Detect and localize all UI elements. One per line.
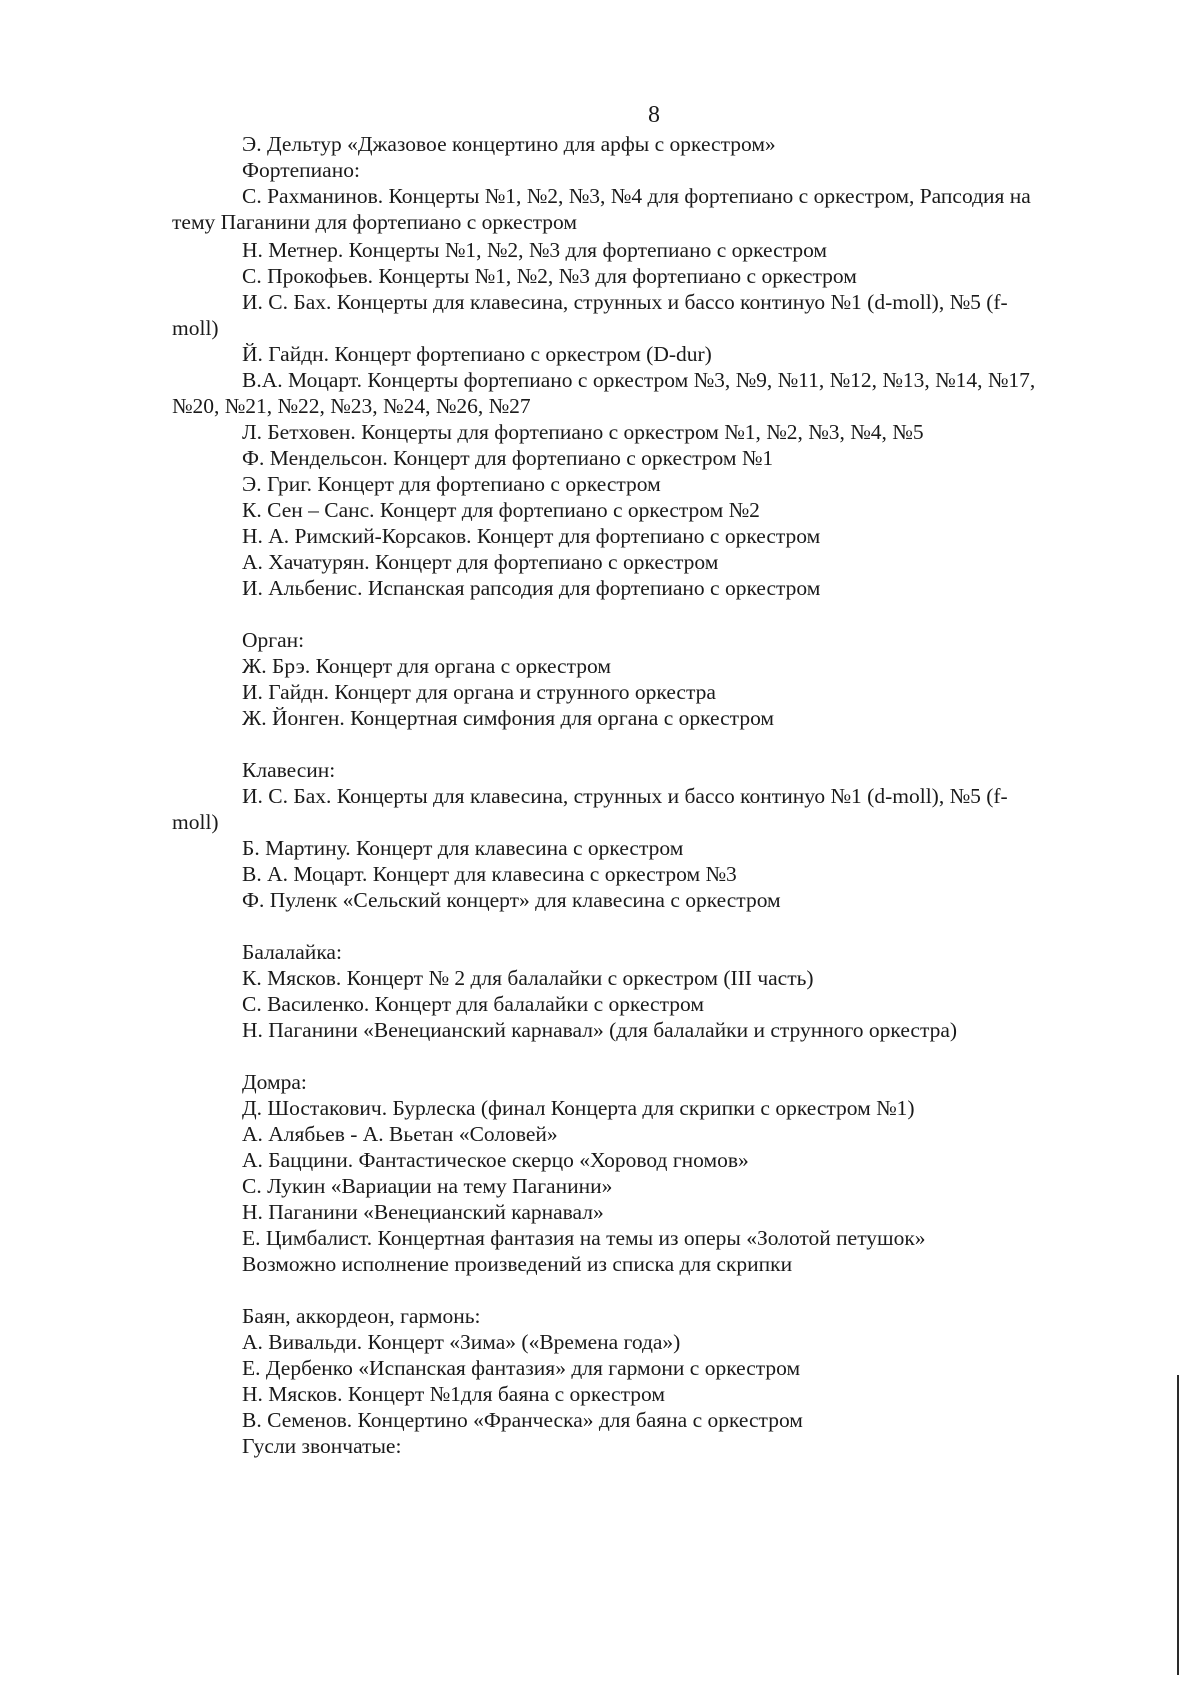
section-heading-piano: Фортепиано: (242, 158, 360, 182)
text-line: А. Алябьев - А. Вьетан «Соловей» (242, 1122, 558, 1146)
text-line: С. Лукин «Вариации на тему Паганини» (242, 1174, 613, 1198)
scan-edge-line (1177, 1375, 1179, 1675)
text-line: И. Гайдн. Концерт для органа и струнного оркестра (242, 680, 716, 704)
text-line: тему Паганини для фортепиано с оркестром (172, 210, 578, 234)
section-heading-gusli: Гусли звончатые: (242, 1434, 402, 1458)
text-line: Е. Цимбалист. Концертная фантазия на темы из оперы «Золотой петушок» (242, 1226, 926, 1250)
text-line: Е. Дербенко «Испанская фантазия» для гармони с оркестром (242, 1356, 801, 1380)
section-heading-organ: Орган: (242, 628, 305, 652)
text-line: Б. Мартину. Концерт для клавесина с оркестром (242, 836, 684, 860)
text-line: В. Семенов. Концертино «Франческа» для баяна с оркестром (242, 1408, 803, 1432)
text-line: И. С. Бах. Концерты для клавесина, струнных и бассо континуо №1 (d-moll), №5 (f- (242, 290, 1008, 314)
text-line: №20, №21, №22, №23, №24, №26, №27 (172, 394, 531, 418)
text-line: Н. Паганини «Венецианский карнавал» (для балалайки и струнного оркестра) (242, 1018, 958, 1042)
text-line: В. А. Моцарт. Концерт для клавесина с оркестром №3 (242, 862, 737, 886)
text-line: Возможно исполнение произведений из списка для скрипки (242, 1252, 793, 1276)
text-line: А. Хачатурян. Концерт для фортепиано с оркестром (242, 550, 719, 574)
text-line: Ф. Пуленк «Сельский концерт» для клавесина с оркестром (242, 888, 781, 912)
text-line: Ж. Йонген. Концертная симфония для органа с оркестром (242, 706, 775, 730)
text-line: А. Вивальди. Концерт «Зима» («Времена года») (242, 1330, 681, 1354)
section-heading-bayan: Баян, аккордеон, гармонь: (242, 1304, 481, 1328)
text-line: Н. Мясков. Концерт №1для баяна с оркестром (242, 1382, 665, 1406)
text-line: moll) (172, 810, 219, 834)
text-line: Д. Шостакович. Бурлеска (финал Концерта для скрипки с оркестром №1) (242, 1096, 915, 1120)
text-line: С. Прокофьев. Концерты №1, №2, №3 для фортепиано с оркестром (242, 264, 857, 288)
text-line: С. Рахманинов. Концерты №1, №2, №3, №4 для фортепиано с оркестром, Рапсодия на (242, 184, 1031, 208)
text-line: Э. Дельтур «Джазовое концертино для арфы с оркестром» (242, 132, 776, 156)
text-line: И. Альбенис. Испанская рапсодия для фортепиано с оркестром (242, 576, 821, 600)
text-line: Н. Паганини «Венецианский карнавал» (242, 1200, 604, 1224)
text-line: К. Сен – Санс. Концерт для фортепиано с оркестром №2 (242, 498, 760, 522)
text-line: В.А. Моцарт. Концерты фортепиано с оркестром №3, №9, №11, №12, №13, №14, №17, (242, 368, 1036, 392)
text-line: Н. Метнер. Концерты №1, №2, №3 для фортепиано с оркестром (242, 238, 828, 262)
section-heading-balalaika: Балалайка: (242, 940, 342, 964)
text-line: moll) (172, 316, 219, 340)
text-line: Й. Гайдн. Концерт фортепиано с оркестром (D-dur) (242, 342, 712, 366)
text-line: К. Мясков. Концерт № 2 для балалайки с оркестром (III часть) (242, 966, 814, 990)
text-line: Л. Бетховен. Концерты для фортепиано с оркестром №1, №2, №3, №4, №5 (242, 420, 924, 444)
text-line: С. Василенко. Концерт для балалайки с оркестром (242, 992, 704, 1016)
page-number: 8 (648, 102, 660, 128)
section-heading-domra: Домра: (242, 1070, 307, 1094)
text-line: Ж. Брэ. Концерт для органа с оркестром (242, 654, 611, 678)
text-line: Н. А. Римский-Корсаков. Концерт для фортепиано с оркестром (242, 524, 821, 548)
section-heading-harpsichord: Клавесин: (242, 758, 336, 782)
text-line: И. С. Бах. Концерты для клавесина, струнных и бассо континуо №1 (d-moll), №5 (f- (242, 784, 1008, 808)
text-line: А. Баццини. Фантастическое скерцо «Хоровод гномов» (242, 1148, 749, 1172)
text-line: Ф. Мендельсон. Концерт для фортепиано с оркестром №1 (242, 446, 774, 470)
text-line: Э. Григ. Концерт для фортепиано с оркестром (242, 472, 661, 496)
